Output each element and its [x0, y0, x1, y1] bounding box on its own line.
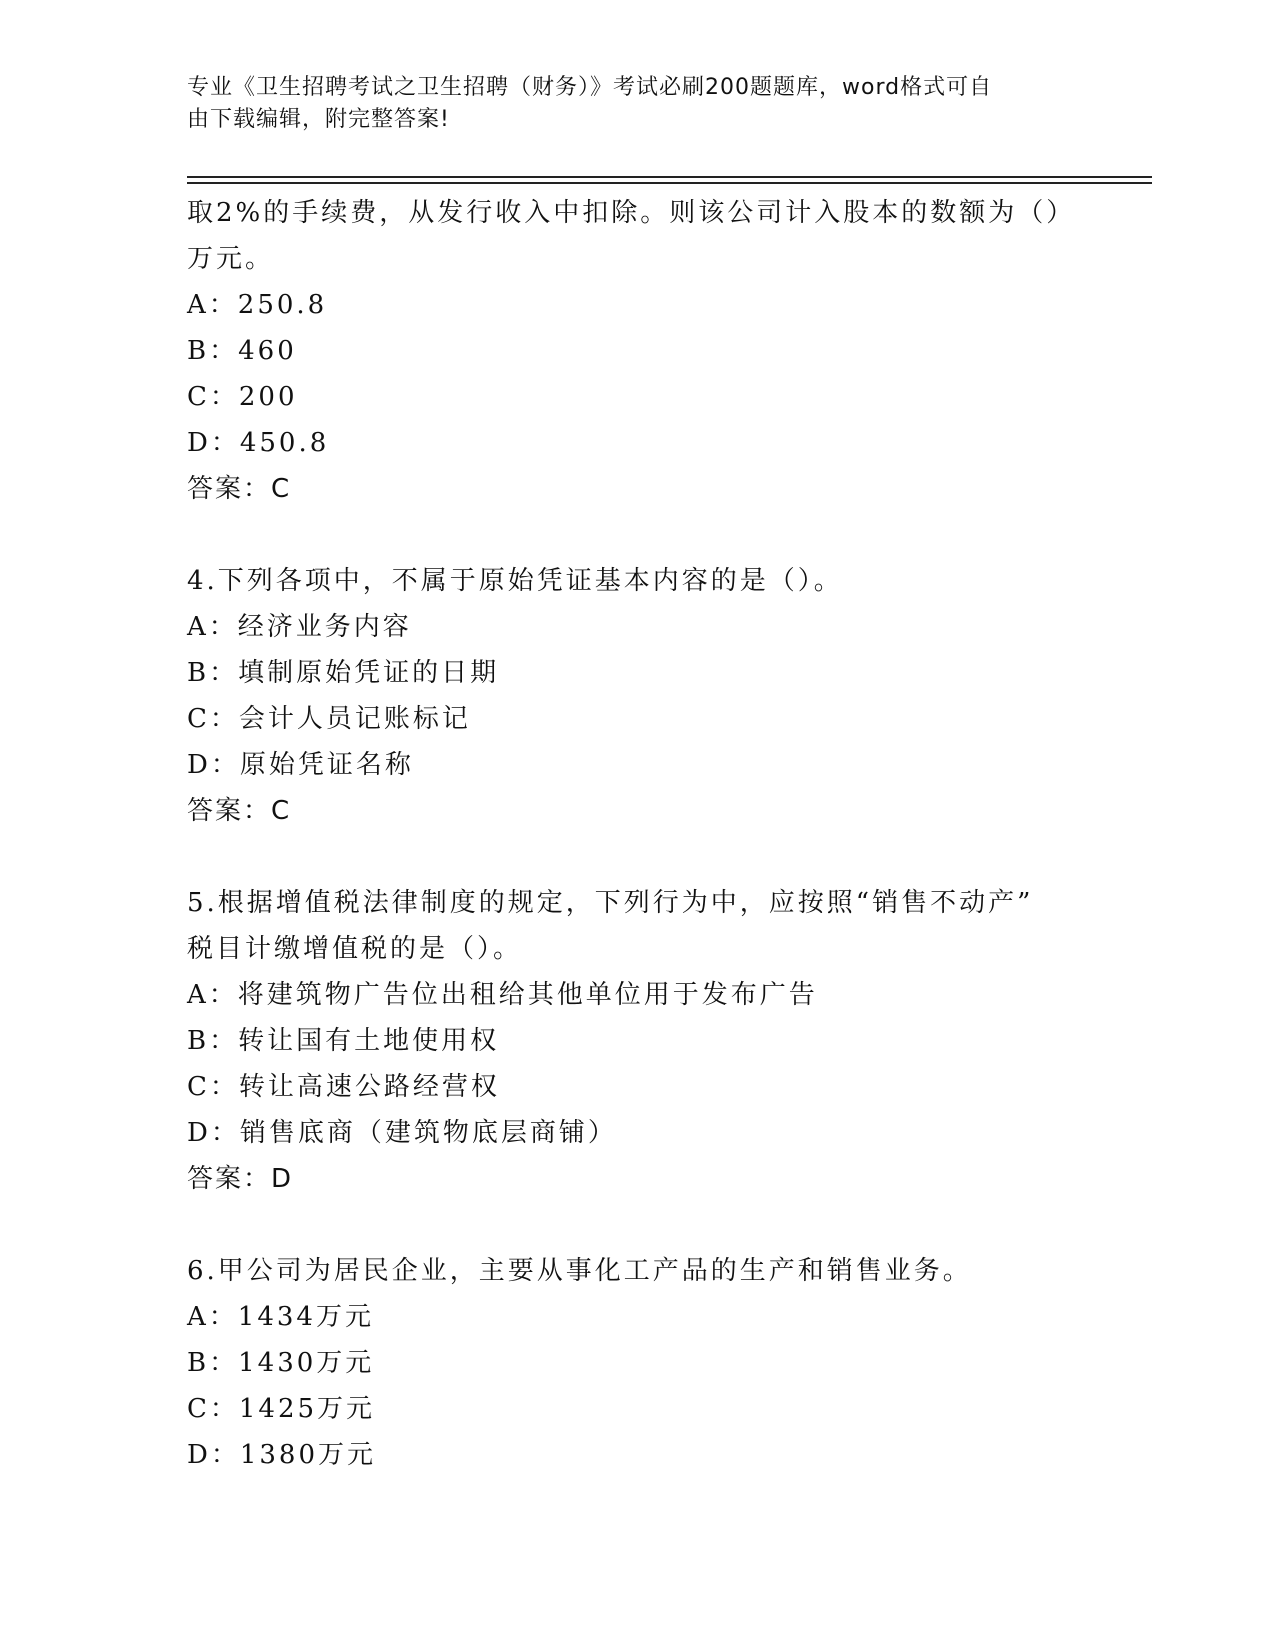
option-b: B：转让国有土地使用权 — [187, 1026, 500, 1056]
question-list — [187, 190, 1087, 1478]
question-6 — [187, 1248, 1087, 1478]
spacer — [187, 1202, 1087, 1248]
option-b: B：1430万元 — [187, 1348, 375, 1378]
question-text-line: 6.甲公司为居民企业，主要从事化工产品的生产和销售业务。 — [187, 1256, 972, 1286]
question-4 — [187, 558, 1087, 834]
option-c: C：会计人员记账标记 — [187, 704, 471, 734]
question-text-line: 5.根据增值税法律制度的规定，下列行为中，应按照“销售不动产” — [187, 888, 1034, 918]
option-d: D：销售底商（建筑物底层商铺） — [187, 1118, 617, 1148]
option-d: D：450.8 — [187, 428, 330, 458]
document-header — [187, 72, 1087, 136]
option-c: C：1425万元 — [187, 1394, 376, 1424]
question-text-line: 税目计缴增值税的是（）。 — [187, 934, 523, 964]
option-d: D：原始凭证名称 — [187, 750, 414, 780]
question-3 — [187, 190, 1087, 512]
option-a: A：250.8 — [187, 290, 328, 320]
option-a: A：1434万元 — [187, 1302, 374, 1332]
spacer — [187, 834, 1087, 880]
question-5 — [187, 880, 1087, 1202]
option-a: A：将建筑物广告位出租给其他单位用于发布广告 — [187, 980, 818, 1010]
answer-line: 答案：C — [187, 796, 292, 826]
question-text-line: 4.下列各项中，不属于原始凭证基本内容的是（）。 — [187, 566, 843, 596]
header-divider-bottom — [187, 182, 1152, 184]
header-line-1: 专业《卫生招聘考试之卫生招聘（财务）》考试必刷200题题库，word格式可自 — [187, 75, 993, 100]
option-b: B：460 — [187, 336, 297, 366]
option-d: D：1380万元 — [187, 1440, 377, 1470]
option-a: A：经济业务内容 — [187, 612, 412, 642]
header-line-2: 由下载编辑，附完整答案! — [187, 107, 450, 132]
question-text-line: 取2%的手续费，从发行收入中扣除。则该公司计入股本的数额为（） — [187, 198, 1076, 228]
answer-line: 答案：C — [187, 474, 292, 504]
option-b: B：填制原始凭证的日期 — [187, 658, 500, 688]
answer-line: 答案：D — [187, 1164, 294, 1194]
question-text-line: 万元。 — [187, 244, 275, 274]
option-c: C：转让高速公路经营权 — [187, 1072, 500, 1102]
spacer — [187, 512, 1087, 558]
option-c: C：200 — [187, 382, 298, 412]
header-divider-top — [187, 176, 1152, 178]
